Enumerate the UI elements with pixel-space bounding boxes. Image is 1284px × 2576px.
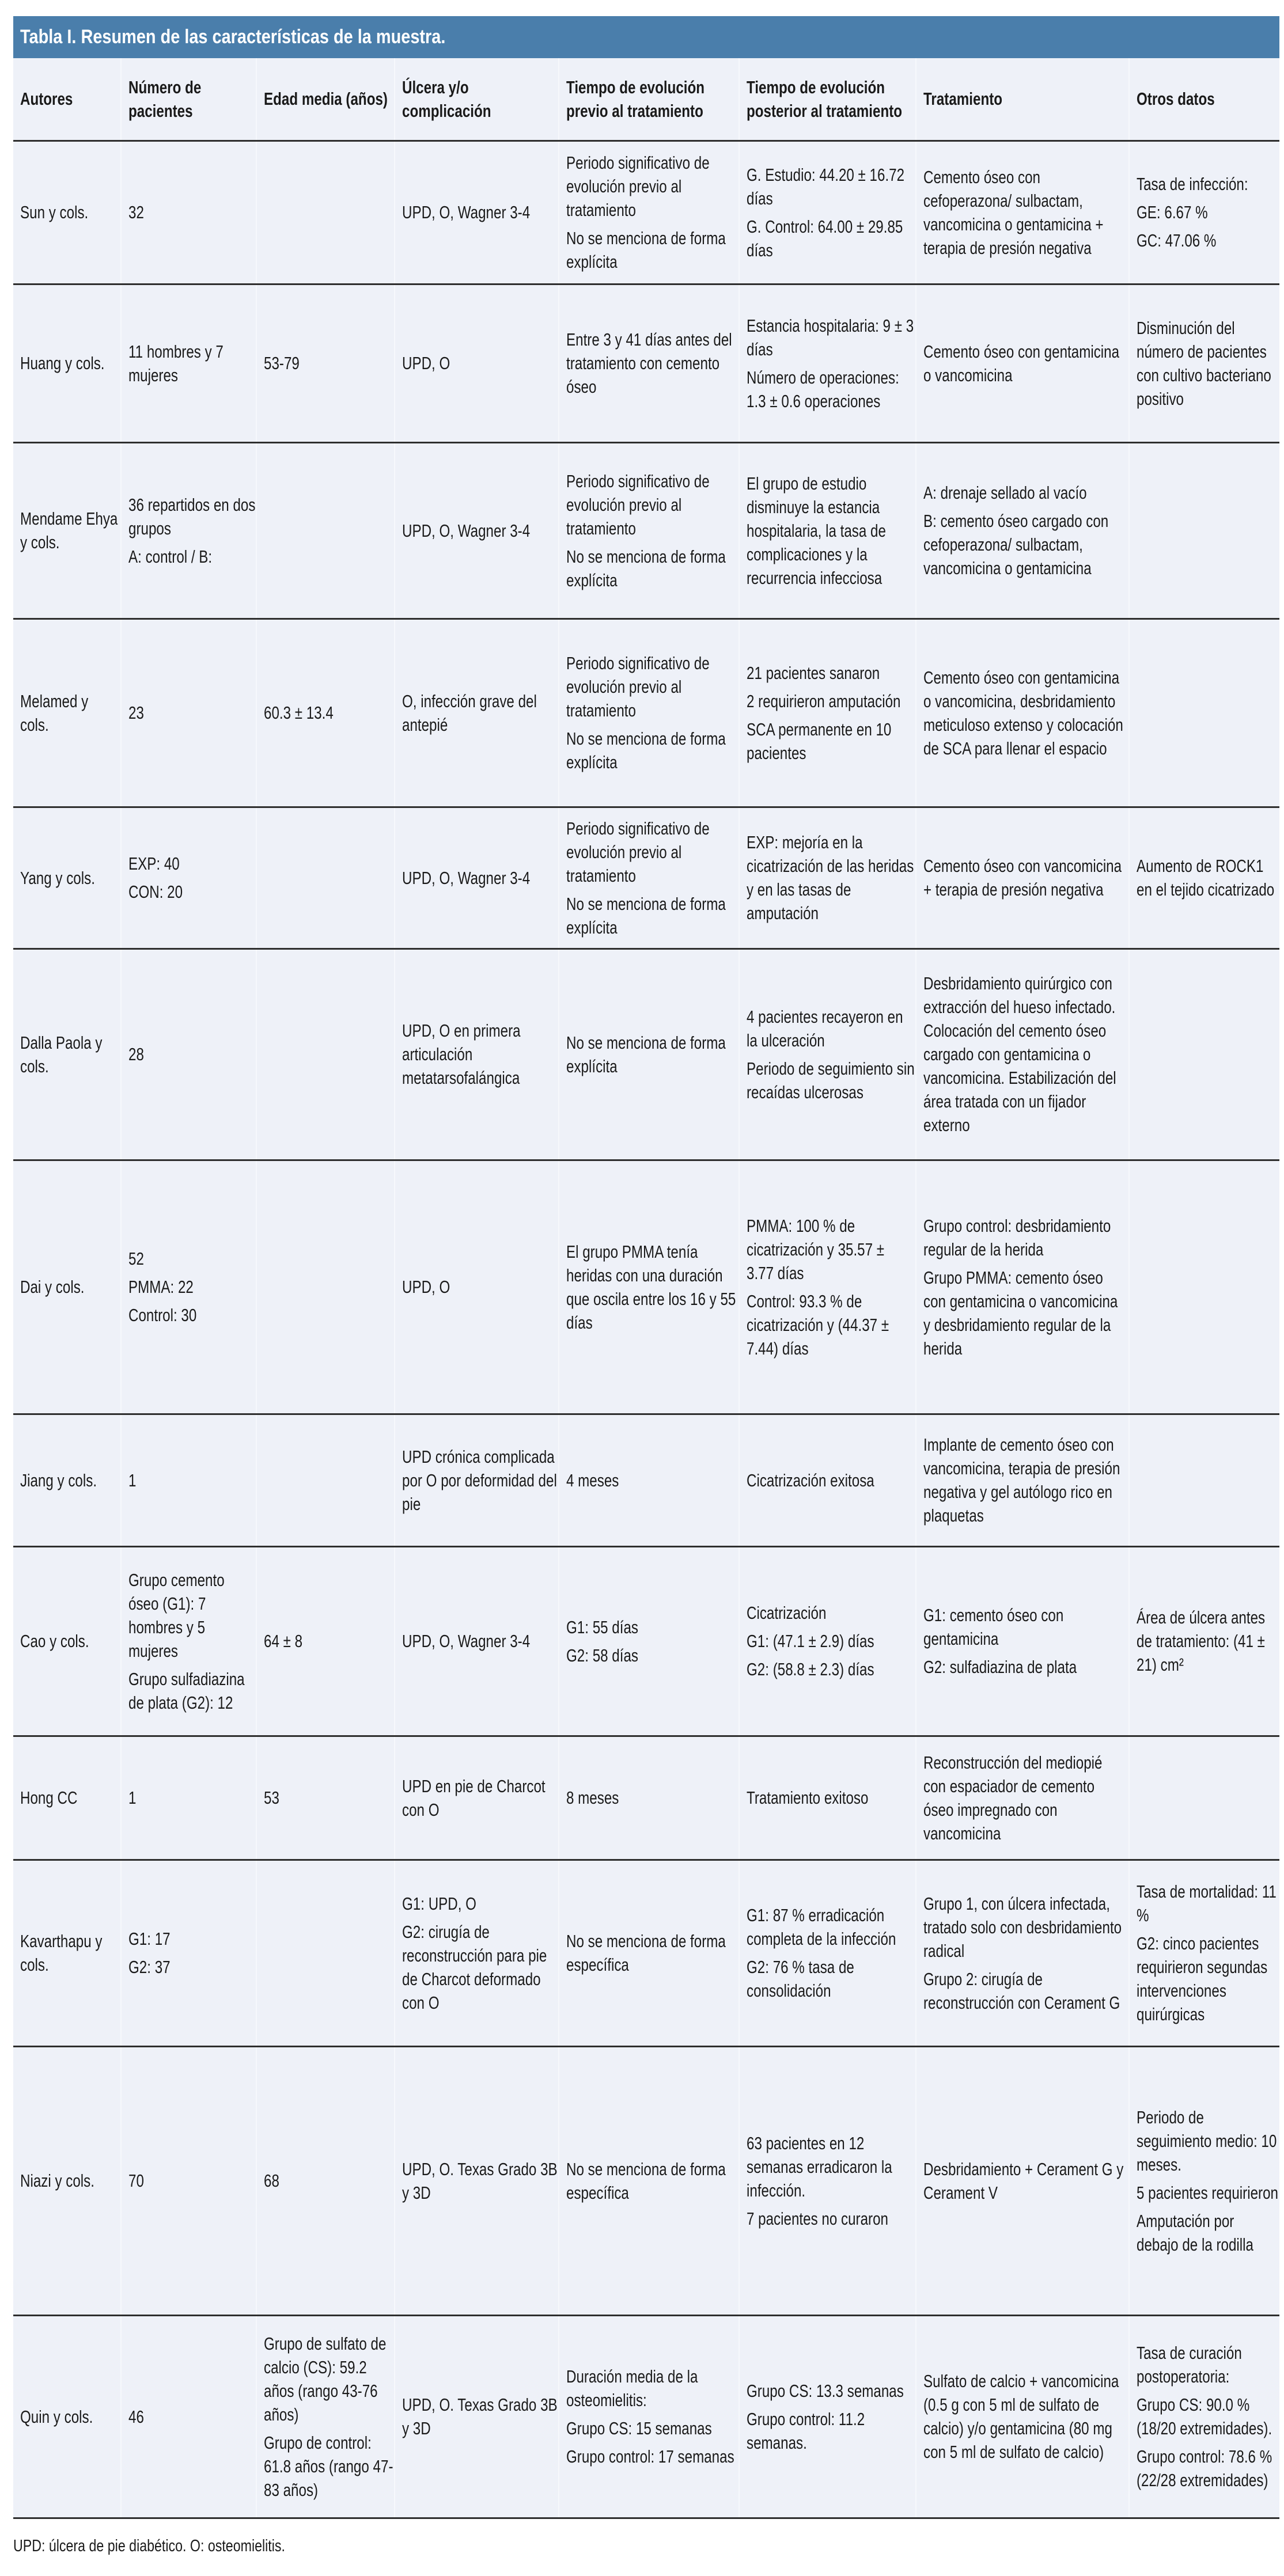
cell-text: Sulfato de calcio + vancomicina (0.5 g con 5 ml de sulfato de calcio) y/o gentamicina (80 mg con 5 ml de sulfato de calcio) [923,2371,1119,2462]
cell-tiempo-posterior [739,1414,916,1546]
cell-otros-datos [1129,807,1279,949]
cell-tiempo-previo [559,1160,739,1414]
column-header-tratamiento [916,58,1129,141]
cell-text: Kavarthapu y cols. [20,1931,103,1975]
cell-tratamiento [916,619,1129,807]
cell-tiempo-previo [559,2046,739,2315]
cell-numero-pacientes [121,141,256,284]
cell-text: Grupo control: 78.6 % (22/28 extremidades) [1137,2446,1272,2490]
column-header-label: Tratamiento [923,89,1003,109]
cell-tiempo-previo [559,807,739,949]
cell-tiempo-posterior [739,1160,916,1414]
cell-tiempo-posterior [739,141,916,284]
cell-text: G1: 55 días [566,1617,639,1637]
cell-text: No se menciona de forma explícita [566,228,726,272]
column-header-label: Número de pacientes [128,77,202,121]
summary-table [13,58,1279,2519]
cell-text: 68 [264,2171,279,2191]
cell-text: Área de úlcera antes de tratamiento: (41 ± 21) cm² [1137,1607,1266,1675]
cell-text: 46 [128,2406,144,2427]
cell-text: Entre 3 y 41 días antes del tratamiento con cemento óseo [566,329,732,397]
cell-text: Sun y cols. [20,202,89,222]
cell-text: Periodo significativo de evolución previo al tratamiento [566,653,710,720]
cell-text: Jiang y cols. [20,1470,97,1490]
cell-ulcera-complicacion [395,807,559,949]
cell-text: Cemento óseo con gentamicina o vancomicina [923,341,1120,385]
cell-text: Periodo significativo de evolución previo al tratamiento [566,818,710,886]
table-row [13,2046,1279,2315]
cell-text: Grupo CS: 15 semanas [566,2418,712,2438]
cell-ulcera-complicacion [395,1860,559,2046]
table-row [13,442,1279,619]
cell-tratamiento [916,1160,1129,1414]
cell-tratamiento [916,442,1129,619]
cell-text: Estancia hospitalaria: 9 ± 3 días [747,315,914,359]
cell-text: GC: 47.06 % [1137,230,1217,251]
cell-autores [13,2315,121,2518]
cell-tiempo-previo [559,442,739,619]
cell-autores [13,141,121,284]
cell-text: Cicatrización exitosa [747,1470,874,1490]
cell-text: 70 [128,2171,144,2191]
cell-text: G2: 76 % tasa de consolidación [747,1957,854,2001]
cell-text: Control: 30 [128,1305,197,1325]
cell-edad-media [256,442,395,619]
cell-text: Tratamiento exitoso [747,1788,869,1808]
cell-tratamiento [916,1860,1129,2046]
cell-numero-pacientes [121,284,256,442]
cell-otros-datos [1129,1736,1279,1860]
cell-tiempo-previo [559,949,739,1160]
cell-tiempo-posterior [739,2315,916,2518]
cell-text: 1 [128,1470,137,1490]
table-row [13,2315,1279,2518]
table-row [13,141,1279,284]
cell-tiempo-posterior [739,442,916,619]
cell-text: Grupo CS: 13.3 semanas [747,2380,904,2401]
cell-ulcera-complicacion [395,619,559,807]
cell-tiempo-posterior [739,1860,916,2046]
cell-text: 63 pacientes en 12 semanas erradicaron la infección. [747,2133,892,2201]
table-row [13,284,1279,442]
cell-tratamiento [916,807,1129,949]
cell-autores [13,1546,121,1736]
column-header-ulcera-complicacion [395,58,559,141]
cell-text: 8 meses [566,1788,619,1808]
cell-edad-media [256,2046,395,2315]
column-header-label: Tiempo de evolución previo al tratamiento [566,77,705,121]
cell-text: Duración media de la osteomielitis: [566,2366,698,2410]
cell-numero-pacientes [121,807,256,949]
cell-text: Grupo control: desbridamiento regular de la herida [923,1215,1111,1259]
cell-text: No se menciona de forma explícita [566,729,726,772]
cell-edad-media [256,1160,395,1414]
cell-edad-media [256,949,395,1160]
cell-text: UPD, O. Texas Grado 3B y 3D [402,2158,558,2203]
cell-text: Grupo de control: 61.8 años (rango 47-83 años) [264,2432,393,2500]
cell-text: Grupo 1, con úlcera infectada, tratado solo con desbridamiento radical [923,1893,1122,1961]
cell-text: Control: 93.3 % de cicatrización y (44.37 ± 7.44) días [747,1291,889,1359]
cell-otros-datos [1129,619,1279,807]
cell-text: Desbridamiento + Cerament G y Cerament V [923,2158,1124,2203]
cell-edad-media [256,807,395,949]
cell-tiempo-posterior [739,1736,916,1860]
cell-tiempo-posterior [739,1546,916,1736]
cell-text: 28 [128,1044,144,1064]
cell-text: Grupo sulfadiazina de plata (G2): 12 [128,1668,245,1713]
cell-text: Tasa de infección: [1137,174,1248,194]
cell-text: GE: 6.67 % [1137,202,1208,222]
cell-text: UPD crónica complicada por O por deformidad del pie [402,1446,557,1514]
cell-tiempo-previo [559,1414,739,1546]
cell-edad-media [256,619,395,807]
cell-edad-media [256,284,395,442]
cell-text: Grupo control: 11.2 semanas. [747,2408,865,2453]
cell-edad-media [256,1546,395,1736]
cell-text: Hong CC [20,1788,78,1808]
cell-text: G1: (47.1 ± 2.9) días [747,1631,874,1651]
cell-ulcera-complicacion [395,949,559,1160]
cell-text: UPD, O. Texas Grado 3B y 3D [402,2395,558,2438]
cell-text: 64 ± 8 [264,1631,303,1651]
table-title: Tabla I. Resumen de las características de la muestra. [20,26,446,48]
cell-text: Cao y cols. [20,1631,89,1651]
cell-text: G2: cirugía de reconstrucción para pie de Charcot deformado con O [402,1921,547,2013]
cell-text: B: cemento óseo cargado con cefoperazona/ sulbactam, vancomicina o gentamicina [923,511,1109,578]
cell-text: Tasa de curación postoperatoria: [1137,2343,1242,2387]
cell-text: Desbridamiento quirúrgico con extracción del hueso infectado. Colocación del cemento óseo cargado con gentamicina o vancomicina. Estabilización del área tratada con un fijador externo [923,973,1116,1135]
cell-text: 53 [264,1788,279,1808]
cell-tratamiento [916,141,1129,284]
cell-ulcera-complicacion [395,2315,559,2518]
cell-text: Reconstrucción del mediopié con espaciador de cemento óseo impregnado con vancomicina [923,1752,1103,1843]
column-header-tiempo-posterior [739,58,916,141]
cell-text: 21 pacientes sanaron [747,662,880,683]
cell-tiempo-posterior [739,807,916,949]
cell-text: Cemento óseo con vancomicina + terapia de presión negativa [923,856,1122,900]
table-row [13,1546,1279,1736]
column-header-autores [13,58,121,141]
cell-ulcera-complicacion [395,1160,559,1414]
cell-edad-media [256,1736,395,1860]
cell-text: PMMA: 100 % de cicatrización y 35.57 ± 3.77 días [747,1215,885,1283]
cell-text: Periodo significativo de evolución previo al tratamiento [566,471,710,538]
cell-text: Melamed y cols. [20,691,89,735]
cell-tiempo-posterior [739,284,916,442]
cell-tiempo-previo [559,141,739,284]
cell-text: G. Control: 64.00 ± 29.85 días [747,216,903,260]
cell-text: Disminución del número de pacientes con cultivo bacteriano positivo [1137,317,1271,409]
cell-text: G2: (58.8 ± 2.3) días [747,1659,874,1679]
cell-otros-datos [1129,284,1279,442]
cell-text: No se menciona de forma específica [566,2158,726,2203]
cell-text: UPD, O en primera articulación metatarsofalángica [402,1020,521,1088]
cell-otros-datos [1129,1160,1279,1414]
header-row [13,58,1279,141]
cell-tratamiento [916,2315,1129,2518]
cell-otros-datos [1129,141,1279,284]
cell-text: Tasa de mortalidad: 11 % [1137,1881,1277,1925]
cell-numero-pacientes [121,619,256,807]
cell-autores [13,807,121,949]
cell-text: 32 [128,202,144,222]
cell-text: No se menciona de forma explícita [566,1032,726,1076]
cell-text: G2: sulfadiazina de plata [923,1657,1077,1677]
cell-text: Número de operaciones: 1.3 ± 0.6 operaciones [747,367,899,411]
cell-tratamiento [916,1546,1129,1736]
table-row [13,1160,1279,1414]
cell-otros-datos [1129,949,1279,1160]
cell-text: El grupo PMMA tenía heridas con una duración que oscila entre los 16 y 55 días [566,1241,736,1333]
cell-autores [13,1736,121,1860]
cell-text: Periodo de seguimiento medio: 10 meses. [1137,2107,1277,2175]
cell-numero-pacientes [121,1160,256,1414]
cell-text: Periodo de seguimiento sin recaídas ulcerosas [747,1058,915,1102]
column-header-numero-pacientes [121,58,256,141]
cell-ulcera-complicacion [395,284,559,442]
cell-ulcera-complicacion [395,2046,559,2315]
table-row [13,1414,1279,1546]
cell-edad-media [256,1414,395,1546]
cell-text: G1: UPD, O [402,1893,476,1914]
cell-numero-pacientes [121,1546,256,1736]
cell-text: G1: 17 [128,1929,171,1949]
cell-ulcera-complicacion [395,442,559,619]
cell-text: CON: 20 [128,882,183,902]
cell-text: 60.3 ± 13.4 [264,703,334,723]
cell-tiempo-previo [559,1860,739,2046]
table-row [13,1736,1279,1860]
cell-text: Grupo cemento óseo (G1): 7 hombres y 5 mujeres [128,1569,225,1661]
cell-autores [13,1160,121,1414]
cell-numero-pacientes [121,1736,256,1860]
cell-edad-media [256,2315,395,2518]
cell-text: 53-79 [264,353,300,373]
table-row [13,807,1279,949]
cell-text: Niazi y cols. [20,2171,94,2191]
cell-text: Cicatrización [747,1603,827,1623]
cell-text: 36 repartidos en dos grupos [128,494,256,538]
cell-text: Dalla Paola y cols. [20,1032,103,1076]
cell-otros-datos [1129,1414,1279,1546]
cell-tiempo-previo [559,1736,739,1860]
column-header-label: Tiempo de evolución posterior al tratamiento [747,77,903,121]
cell-text: A: drenaje sellado al vacío [923,483,1087,503]
cell-numero-pacientes [121,2046,256,2315]
cell-numero-pacientes [121,442,256,619]
cell-otros-datos [1129,1860,1279,2046]
cell-numero-pacientes [121,949,256,1160]
cell-text: Cemento óseo con cefoperazona/ sulbactam, vancomicina o gentamicina + terapia de presión negativa [923,166,1104,258]
column-header-label: Autores [20,89,73,109]
cell-text: Quin y cols. [20,2406,93,2427]
cell-otros-datos [1129,2315,1279,2518]
cell-ulcera-complicacion [395,1546,559,1736]
cell-text: Grupo 2: cirugía de reconstrucción con Cerament G [923,1968,1120,2013]
cell-text: 4 meses [566,1470,619,1490]
cell-text: UPD, O, Wagner 3-4 [402,202,531,222]
cell-text: UPD, O, Wagner 3-4 [402,1631,531,1651]
cell-text: G1: cemento óseo con gentamicina [923,1605,1064,1649]
cell-tratamiento [916,284,1129,442]
cell-text: Grupo control: 17 semanas [566,2446,734,2467]
table-title-bar [13,16,1279,58]
cell-text: 23 [128,703,144,723]
cell-text: G1: 87 % erradicación completa de la infección [747,1905,896,1949]
cell-text: Periodo significativo de evolución previo al tratamiento [566,153,710,220]
cell-tiempo-previo [559,619,739,807]
cell-tratamiento [916,949,1129,1160]
cell-autores [13,949,121,1160]
cell-text: 7 pacientes no curaron [747,2208,888,2229]
cell-text: O, infección grave del antepié [402,691,537,735]
cell-text: UPD en pie de Charcot con O [402,1775,546,1820]
table-row [13,619,1279,807]
cell-text: 1 [128,1788,137,1808]
cell-text: Amputación por debajo de la rodilla [1137,2210,1253,2255]
cell-text: No se menciona de forma explícita [566,893,726,938]
cell-autores [13,284,121,442]
cell-text: Yang y cols. [20,867,95,888]
cell-text: Huang y cols. [20,353,105,373]
cell-text: 52 [128,1249,144,1269]
cell-edad-media [256,1860,395,2046]
cell-text: Grupo de sulfato de calcio (CS): 59.2 años (rango 43-76 años) [264,2333,387,2425]
cell-tiempo-previo [559,284,739,442]
cell-autores [13,2046,121,2315]
cell-text: G2: 37 [128,1957,171,1977]
cell-text: 11 hombres y 7 mujeres [128,341,224,385]
cell-text: UPD, O [402,353,450,373]
cell-autores [13,1860,121,2046]
cell-text: EXP: mejoría en la cicatrización de las heridas y en las tasas de amputación [747,832,914,923]
cell-ulcera-complicacion [395,1414,559,1546]
cell-tratamiento [916,1414,1129,1546]
cell-tratamiento [916,1736,1129,1860]
cell-text: Grupo PMMA: cemento óseo con gentamicina o vancomicina y desbridamiento regular de la herida [923,1267,1118,1359]
cell-text: No se menciona de forma explícita [566,546,726,590]
footnote: UPD: úlcera de pie diabético. O: osteomielitis. [13,2537,285,2555]
cell-text: PMMA: 22 [128,1277,194,1297]
cell-text: EXP: 40 [128,853,180,874]
cell-autores [13,442,121,619]
cell-text: UPD, O, Wagner 3-4 [402,520,531,541]
cell-text: Implante de cemento óseo con vancomicina, terapia de presión negativa y gel autólogo rico en plaquetas [923,1435,1120,1526]
cell-text: G2: cinco pacientes requirieron segundas intervenciones quirúrgicas [1137,1933,1268,2024]
cell-tiempo-previo [559,1546,739,1736]
cell-tiempo-posterior [739,949,916,1160]
column-header-label: Otros datos [1137,89,1215,109]
cell-text: No se menciona de forma específica [566,1931,726,1975]
cell-text: 2 requirieron amputación [747,691,901,711]
cell-autores [13,1414,121,1546]
cell-text: Cemento óseo con gentamicina o vancomicina, desbridamiento meticuloso extenso y colocación de SCA para llenar el espacio [923,667,1123,758]
column-header-tiempo-previo [559,58,739,141]
cell-edad-media [256,141,395,284]
cell-tiempo-posterior [739,619,916,807]
cell-text: Grupo CS: 90.0 % (18/20 extremidades). [1137,2395,1272,2438]
column-header-label: Edad media (años) [264,89,388,109]
cell-numero-pacientes [121,1414,256,1546]
cell-text: 5 pacientes requirieron [1137,2182,1278,2203]
cell-text: Aumento de ROCK1 en el tejido cicatrizado [1137,856,1275,900]
cell-text: UPD, O, Wagner 3-4 [402,867,531,888]
cell-otros-datos [1129,2046,1279,2315]
cell-text: 4 pacientes recayeron en la ulceración [747,1006,903,1050]
cell-text: SCA permanente en 10 pacientes [747,719,892,763]
cell-text: G. Estudio: 44.20 ± 16.72 días [747,164,905,208]
cell-otros-datos [1129,1546,1279,1736]
cell-ulcera-complicacion [395,141,559,284]
cell-text: G2: 58 días [566,1645,639,1666]
table-row [13,949,1279,1160]
cell-text: UPD, O [402,1277,450,1297]
column-header-otros-datos [1129,58,1279,141]
column-header-label: Úlcera y/o complicación [402,77,491,121]
column-header-edad-media [256,58,395,141]
cell-tiempo-previo [559,2315,739,2518]
cell-text: Dai y cols. [20,1277,85,1297]
cell-text: El grupo de estudio disminuye la estancia hospitalaria, la tasa de complicaciones y la recurrencia infecciosa [747,473,886,588]
cell-ulcera-complicacion [395,1736,559,1860]
cell-tratamiento [916,2046,1129,2315]
cell-text: Mendame Ehya y cols. [20,509,118,552]
cell-autores [13,619,121,807]
cell-text: A: control / B: [128,546,213,567]
cell-numero-pacientes [121,2315,256,2518]
table-row [13,1860,1279,2046]
cell-otros-datos [1129,442,1279,619]
cell-numero-pacientes [121,1860,256,2046]
cell-tiempo-posterior [739,2046,916,2315]
